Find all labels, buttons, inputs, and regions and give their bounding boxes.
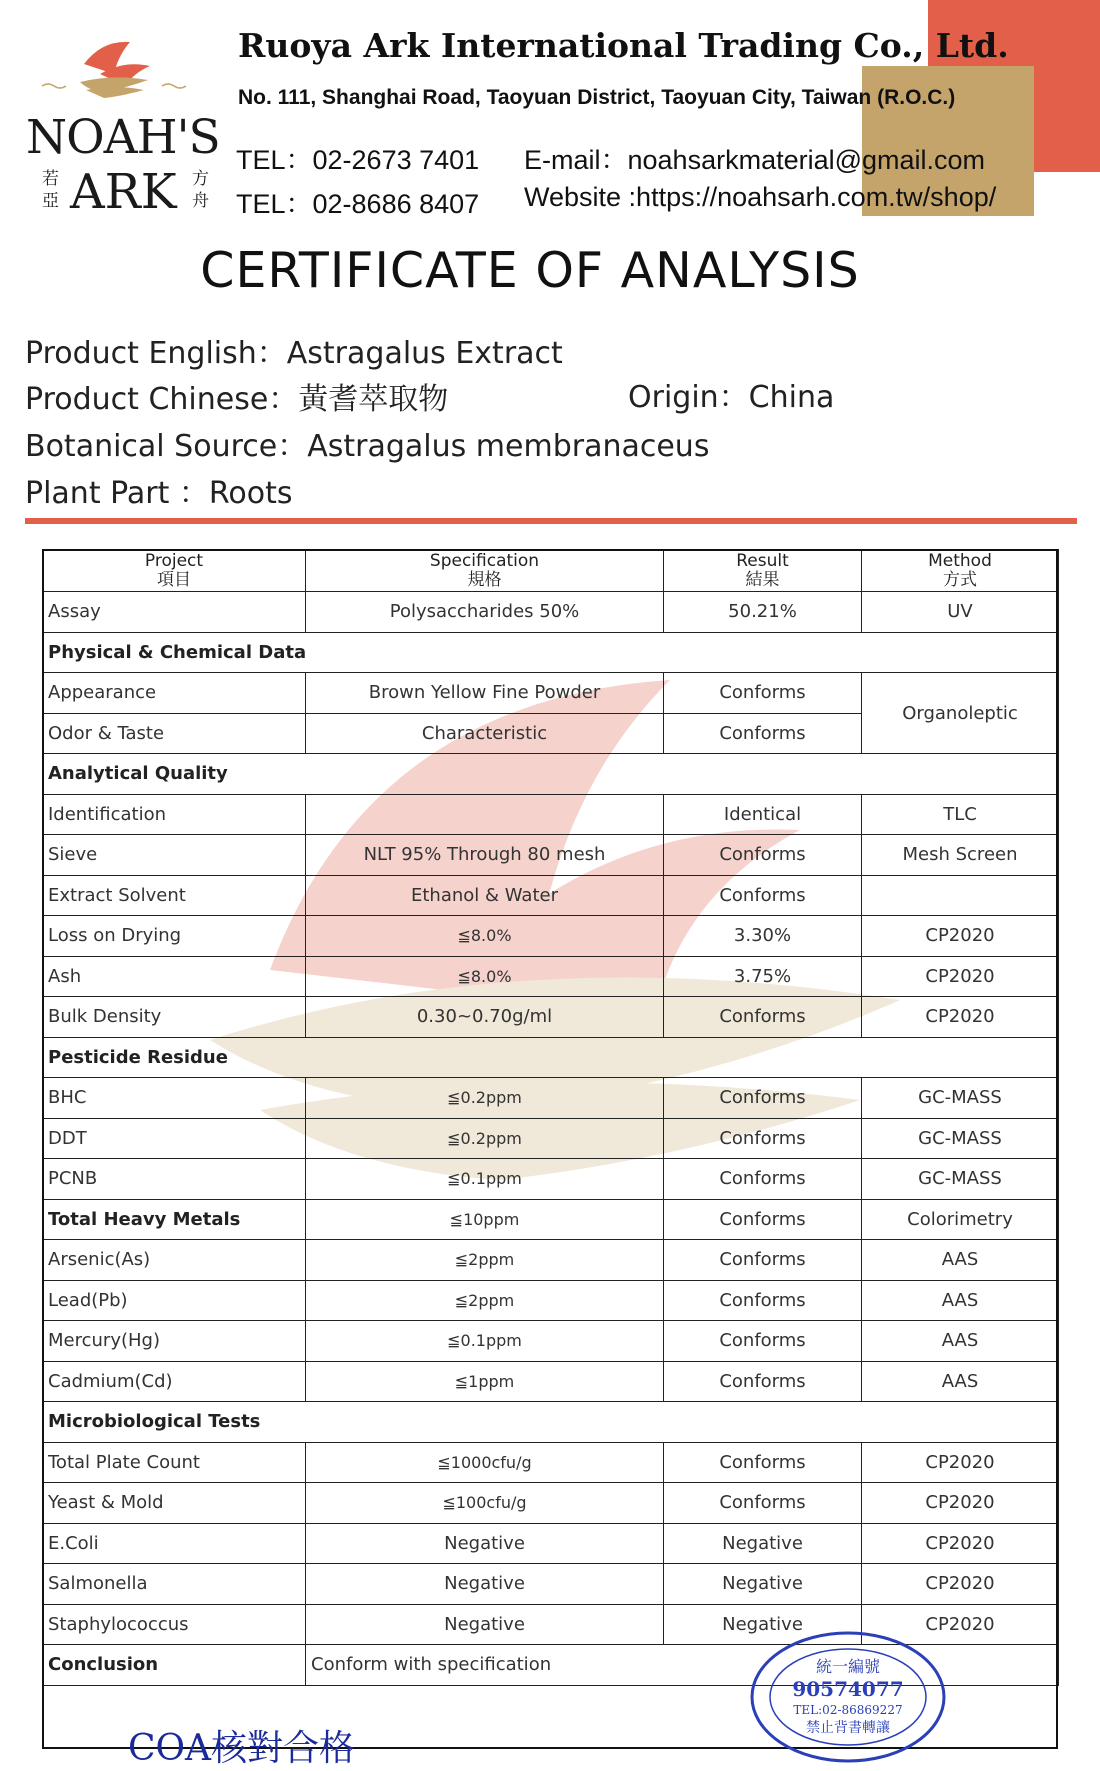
cell-spec: ≦1000cfu/g — [306, 1442, 664, 1483]
table-row — [43, 1118, 1059, 1159]
table-row — [43, 1564, 1059, 1605]
table-row — [43, 1483, 1059, 1524]
cell-project: Lead(Pb) — [43, 1280, 306, 1321]
table-row — [43, 1240, 1059, 1281]
cell-result: Conforms — [664, 1159, 862, 1200]
cell-project: Bulk Density — [43, 997, 306, 1038]
section-analytical: Analytical Quality — [43, 754, 1059, 795]
tel-1: TEL：02-2673 7401 — [236, 145, 480, 175]
cell-spec: 0.30~0.70g/ml — [306, 997, 664, 1038]
cell-result: 50.21% — [664, 592, 862, 633]
table-row — [43, 835, 1059, 876]
product-english: Product English：Astragalus Extract — [25, 336, 563, 371]
botanical-source: Botanical Source：Astragalus membranaceus — [25, 429, 710, 464]
cell-spec: Ethanol & Water — [306, 875, 664, 916]
cell-spec: Brown Yellow Fine Powder — [306, 673, 664, 714]
cell-result: Negative — [664, 1564, 862, 1605]
cell-method: Colorimetry — [862, 1199, 1059, 1240]
cell-spec: ≦0.2ppm — [306, 1078, 664, 1119]
cell-project: Sieve — [43, 835, 306, 876]
cell-method: CP2020 — [862, 1564, 1059, 1605]
cell-method: AAS — [862, 1280, 1059, 1321]
table-row — [43, 1199, 1059, 1240]
table-row — [43, 875, 1059, 916]
cell-spec: ≦2ppm — [306, 1280, 664, 1321]
section-row — [43, 632, 1059, 673]
table-row — [43, 1442, 1059, 1483]
cell-result: Identical — [664, 794, 862, 835]
cell-project: Total Plate Count — [43, 1442, 306, 1483]
header-result: Result 結果 — [664, 550, 862, 592]
cell-result: Conforms — [664, 1321, 862, 1362]
cell-result: Conforms — [664, 713, 862, 754]
cell-result: Conforms — [664, 1483, 862, 1524]
cell-project: Odor & Taste — [43, 713, 306, 754]
cell-method: CP2020 — [862, 1604, 1059, 1645]
cell-method: GC-MASS — [862, 1159, 1059, 1200]
cell-method: GC-MASS — [862, 1118, 1059, 1159]
section-physical: Physical & Chemical Data — [43, 632, 1059, 673]
cell-spec: ≦100cfu/g — [306, 1483, 664, 1524]
cell-method: AAS — [862, 1240, 1059, 1281]
cell-project: DDT — [43, 1118, 306, 1159]
cell-result: Conforms — [664, 1361, 862, 1402]
cell-project: BHC — [43, 1078, 306, 1119]
cell-result: 3.30% — [664, 916, 862, 957]
cell-project: Loss on Drying — [43, 916, 306, 957]
cell-result: Conforms — [664, 1280, 862, 1321]
coa-table — [42, 549, 1059, 1686]
header-specification: Specification 規格 — [306, 550, 664, 592]
email: E-mail：noahsarkmaterial@gmail.com — [524, 145, 986, 175]
cell-spec: ≦0.1ppm — [306, 1321, 664, 1362]
cell-conclusion: Conform with specification — [306, 1645, 1059, 1686]
cell-spec: ≦8.0% — [306, 916, 664, 957]
logo-ark-text: ARK — [70, 164, 177, 220]
cell-spec: Polysaccharides 50% — [306, 592, 664, 633]
cell-project: Conclusion — [43, 1645, 306, 1686]
cell-result: Conforms — [664, 1240, 862, 1281]
cell-project: Cadmium(Cd) — [43, 1361, 306, 1402]
table-row — [43, 1361, 1059, 1402]
cell-spec: ≦0.1ppm — [306, 1159, 664, 1200]
section-micro: Microbiological Tests — [43, 1402, 1059, 1443]
cell-project: Salmonella — [43, 1564, 306, 1605]
document-title: CERTIFICATE OF ANALYSIS — [200, 242, 860, 299]
section-row — [43, 754, 1059, 795]
plant-part: Plant Part ：Roots — [25, 476, 293, 511]
header-method: Method 方式 — [862, 550, 1059, 592]
cell-result: 3.75% — [664, 956, 862, 997]
header-project: Project 項目 — [43, 550, 306, 592]
cell-method: CP2020 — [862, 997, 1059, 1038]
logo-cn-left: 若亞 — [42, 169, 59, 211]
cell-method-organoleptic: Organoleptic — [862, 673, 1059, 754]
company-name: Ruoya Ark International Trading Co., Ltd. — [238, 26, 1009, 65]
cell-project: E.Coli — [43, 1523, 306, 1564]
cell-project: Total Heavy Metals — [43, 1199, 306, 1240]
section-row — [43, 1037, 1059, 1078]
logo-noah-text: NOAH'S — [26, 110, 220, 165]
table-row — [43, 956, 1059, 997]
cell-project: Arsenic(As) — [43, 1240, 306, 1281]
cell-method: AAS — [862, 1321, 1059, 1362]
cell-method: CP2020 — [862, 956, 1059, 997]
cell-result: Conforms — [664, 1078, 862, 1119]
table-header-row — [43, 550, 1059, 592]
seal-line-1: 統一編號 — [815, 1657, 881, 1676]
cell-method: CP2020 — [862, 1483, 1059, 1524]
table-row — [43, 794, 1059, 835]
cell-result: Conforms — [664, 1199, 862, 1240]
cell-spec — [306, 794, 664, 835]
cell-method: GC-MASS — [862, 1078, 1059, 1119]
cell-result: Conforms — [664, 673, 862, 714]
table-row — [43, 1321, 1059, 1362]
table-row — [43, 1280, 1059, 1321]
cell-method: TLC — [862, 794, 1059, 835]
section-pesticide: Pesticide Residue — [43, 1037, 1059, 1078]
cell-method: Mesh Screen — [862, 835, 1059, 876]
cell-project: Yeast & Mold — [43, 1483, 306, 1524]
cell-method — [862, 875, 1059, 916]
cell-result: Negative — [664, 1523, 862, 1564]
table-row — [43, 997, 1059, 1038]
cell-result: Conforms — [664, 835, 862, 876]
cell-project: Mercury(Hg) — [43, 1321, 306, 1362]
cell-method: CP2020 — [862, 916, 1059, 957]
cell-project: Appearance — [43, 673, 306, 714]
cell-spec: NLT 95% Through 80 mesh — [306, 835, 664, 876]
seal-line-2: 90574077 — [792, 1677, 904, 1701]
table-row — [43, 1078, 1059, 1119]
seal-line-3: TEL:02-86869227 — [793, 1703, 903, 1717]
cell-method: AAS — [862, 1361, 1059, 1402]
cell-spec: Characteristic — [306, 713, 664, 754]
cell-result: Conforms — [664, 1118, 862, 1159]
cell-spec: ≦0.2ppm — [306, 1118, 664, 1159]
company-address: No. 111, Shanghai Road, Taoyuan District, Taoyuan City, Taiwan (R.O.C.) — [238, 86, 956, 109]
company-seal-icon — [748, 1630, 948, 1765]
cell-result: Conforms — [664, 1442, 862, 1483]
cell-project: Ash — [43, 956, 306, 997]
cell-project: Identification — [43, 794, 306, 835]
cell-spec: Negative — [306, 1523, 664, 1564]
table-row — [43, 673, 1059, 714]
tel-2: TEL：02-8686 8407 — [236, 189, 480, 219]
cell-spec: ≦10ppm — [306, 1199, 664, 1240]
cell-method: CP2020 — [862, 1442, 1059, 1483]
header-divider — [25, 518, 1077, 524]
cell-result: Conforms — [664, 875, 862, 916]
website: Website :https://noahsarh.com.tw/shop/ — [524, 182, 997, 212]
cell-result: Negative — [664, 1604, 862, 1645]
product-chinese: Product Chinese：黃耆萃取物 — [25, 382, 449, 417]
cell-method: UV — [862, 592, 1059, 633]
ship-logo-icon — [22, 30, 222, 110]
table-row — [43, 592, 1059, 633]
cell-project: Staphylococcus — [43, 1604, 306, 1645]
table-row — [43, 1523, 1059, 1564]
cell-project: PCNB — [43, 1159, 306, 1200]
cell-spec: Negative — [306, 1564, 664, 1605]
cell-project: Assay — [43, 592, 306, 633]
cell-spec: Negative — [306, 1604, 664, 1645]
company-logo — [22, 30, 222, 220]
cell-spec: ≦8.0% — [306, 956, 664, 997]
seal-line-4: 禁止背書轉讓 — [806, 1720, 890, 1736]
cell-spec: ≦1ppm — [306, 1361, 664, 1402]
cell-method: CP2020 — [862, 1523, 1059, 1564]
logo-cn-right: 方舟 — [192, 169, 209, 211]
handwritten-signature: COA核對合格 — [128, 1728, 356, 1769]
origin: Origin：China — [628, 380, 835, 415]
cell-result: Conforms — [664, 997, 862, 1038]
table-row — [43, 916, 1059, 957]
cell-project: Extract Solvent — [43, 875, 306, 916]
section-row — [43, 1402, 1059, 1443]
table-row — [43, 1159, 1059, 1200]
cell-spec: ≦2ppm — [306, 1240, 664, 1281]
